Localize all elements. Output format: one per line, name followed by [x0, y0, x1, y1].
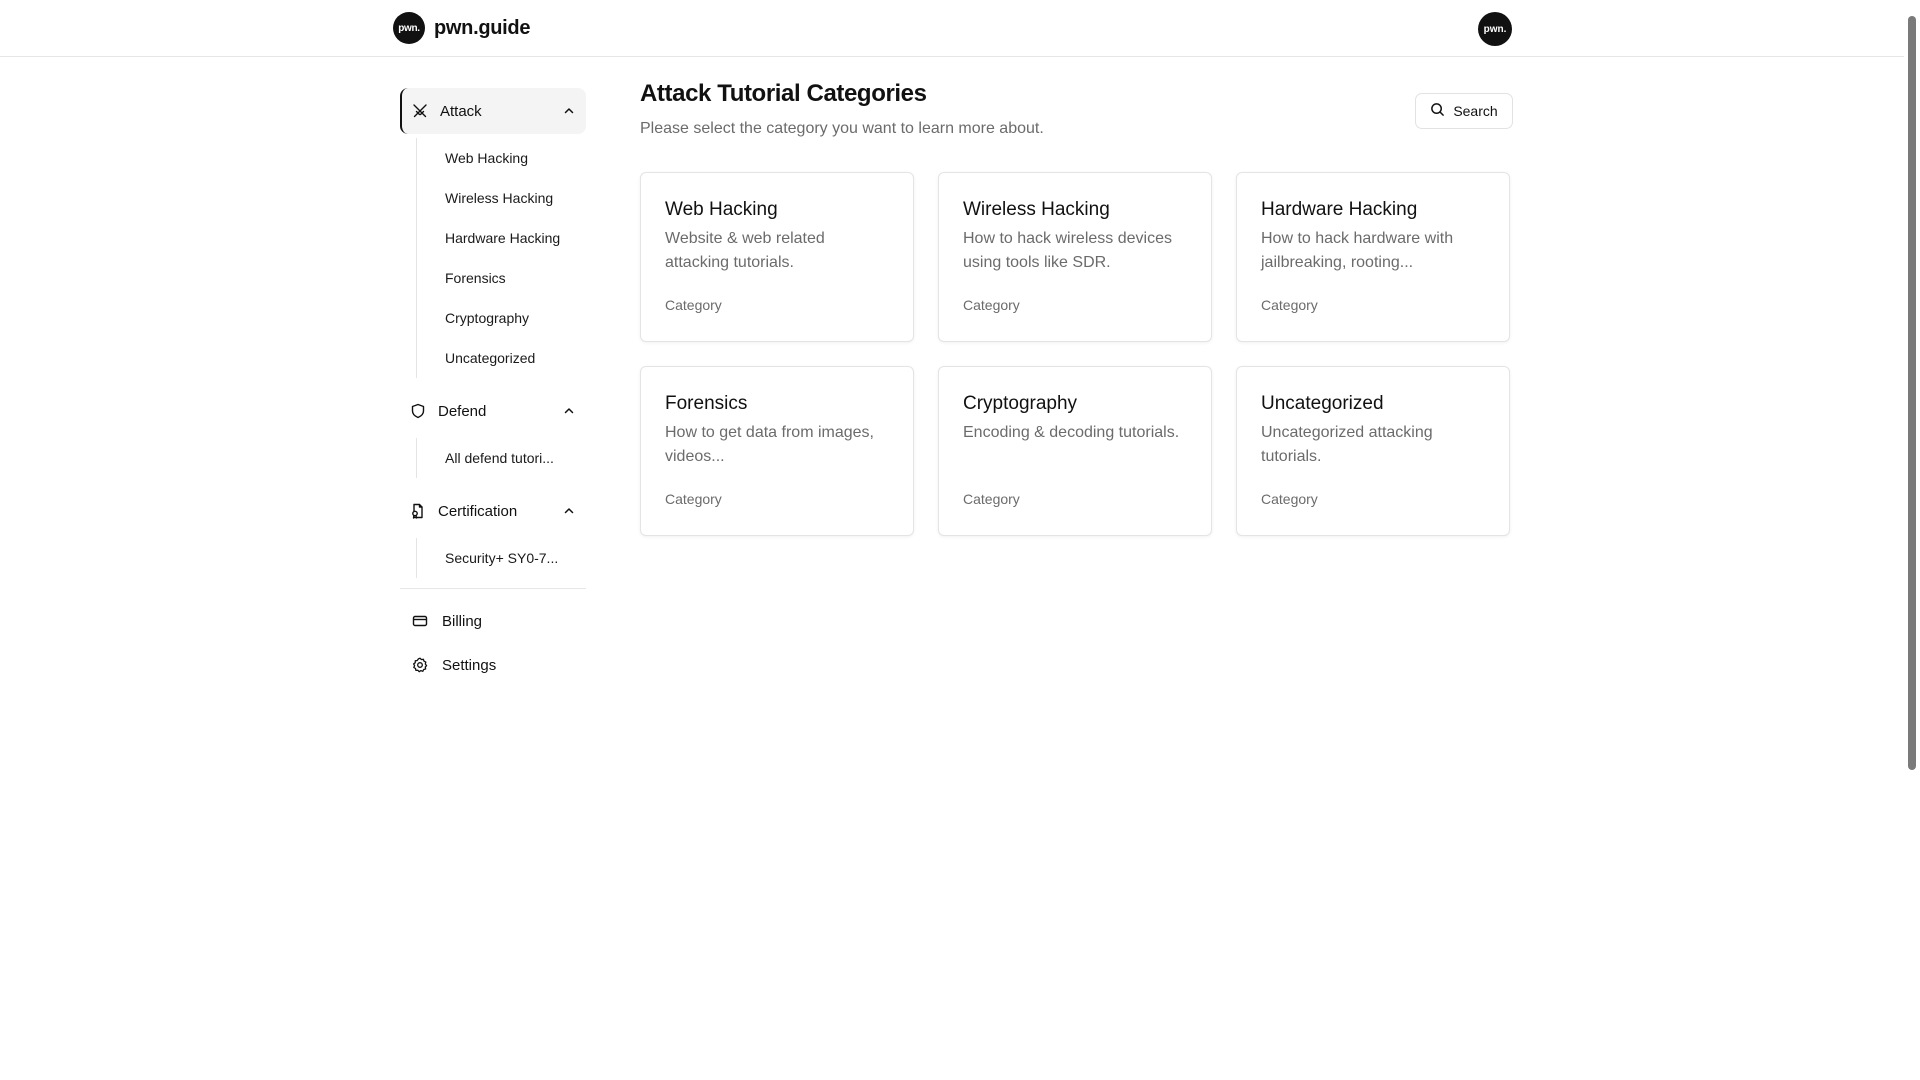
card-tag: Category: [665, 297, 722, 313]
category-card-hardware-hacking[interactable]: [1236, 172, 1510, 342]
page-scrollbar[interactable]: [1904, 0, 1920, 1080]
main-content: [640, 80, 1513, 507]
sidebar-group-label: Attack: [440, 102, 482, 120]
sidebar-group-label: Certification: [438, 502, 518, 520]
search-icon: [1430, 102, 1445, 120]
category-card-cryptography[interactable]: [938, 366, 1212, 536]
card-title: Web Hacking: [665, 199, 778, 220]
search-button-label: Search: [1453, 103, 1498, 119]
card-title: Uncategorized: [1261, 393, 1384, 414]
sidebar-item-settings[interactable]: [400, 643, 586, 687]
card-title: Hardware Hacking: [1261, 199, 1418, 220]
page-title: Attack Tutorial Categories: [640, 80, 927, 107]
sidebar-item-security-plus[interactable]: Security+ SY0-7...: [445, 550, 559, 566]
card-description: How to get data from images, videos...: [665, 424, 874, 465]
sidebar-item-all-defend-tutorials[interactable]: All defend tutori...: [445, 450, 554, 466]
category-card-wireless-hacking[interactable]: [938, 172, 1212, 342]
sidebar-group-attack[interactable]: [400, 88, 586, 134]
sidebar-attack-items: [416, 138, 586, 378]
chevron-up-icon[interactable]: [562, 104, 576, 118]
sidebar-item-hardware-hacking[interactable]: Hardware Hacking: [445, 230, 561, 246]
sidebar-item-cryptography[interactable]: Cryptography: [445, 310, 530, 326]
logo-badge: pwn.: [393, 12, 425, 44]
card-tag: Category: [665, 491, 722, 507]
brand-name: pwn.guide: [434, 16, 531, 39]
sidebar-defend-items: [416, 438, 586, 478]
crossed-swords-icon: [411, 102, 429, 120]
chevron-up-icon[interactable]: [562, 404, 576, 418]
page-subtitle: Please select the category you want to learn more about.: [640, 120, 1044, 137]
card-description: Encoding & decoding tutorials.: [963, 424, 1180, 441]
card-title: Forensics: [665, 393, 748, 414]
sidebar-item-uncategorized[interactable]: Uncategorized: [445, 350, 536, 366]
top-bar: [0, 0, 1920, 57]
user-avatar[interactable]: pwn.: [1478, 12, 1512, 46]
sidebar-item-label: Billing: [442, 612, 483, 630]
sidebar: [400, 88, 586, 687]
card-description: How to hack wireless devices using tools like SDR.: [963, 230, 1172, 271]
search-button[interactable]: [1415, 93, 1513, 129]
card-description: How to hack hardware with jailbreaking, rooting...: [1261, 230, 1454, 271]
sidebar-item-web-hacking[interactable]: Web Hacking: [445, 150, 529, 166]
scrollbar-thumb[interactable]: [1908, 16, 1916, 770]
shield-icon: [409, 402, 427, 420]
sidebar-item-label: Settings: [442, 656, 497, 674]
sidebar-divider: [400, 588, 586, 589]
sidebar-group-defend[interactable]: [400, 388, 586, 434]
category-card-uncategorized[interactable]: [1236, 366, 1510, 536]
sidebar-group-label: Defend: [438, 402, 487, 420]
gear-icon: [412, 657, 428, 673]
category-grid: [640, 172, 1510, 536]
card-title: Cryptography: [963, 393, 1078, 414]
card-tag: Category: [963, 297, 1020, 313]
card-tag: Category: [1261, 491, 1318, 507]
card-description: Uncategorized attacking tutorials.: [1261, 424, 1433, 465]
category-card-web-hacking[interactable]: [640, 172, 914, 342]
card-title: Wireless Hacking: [963, 199, 1110, 220]
sidebar-item-forensics[interactable]: Forensics: [445, 270, 506, 286]
sidebar-item-wireless-hacking[interactable]: Wireless Hacking: [445, 190, 554, 206]
certificate-icon: [409, 502, 427, 520]
home-logo-link[interactable]: [393, 12, 530, 44]
credit-card-icon: [412, 613, 428, 629]
card-tag: Category: [963, 491, 1020, 507]
sidebar-item-billing[interactable]: [400, 599, 586, 643]
sidebar-group-certification[interactable]: [400, 488, 586, 534]
card-description: Website & web related attacking tutorials.: [665, 230, 825, 271]
card-tag: Category: [1261, 297, 1318, 313]
chevron-up-icon[interactable]: [562, 504, 576, 518]
sidebar-certification-items: [416, 538, 586, 578]
category-card-forensics[interactable]: [640, 366, 914, 536]
